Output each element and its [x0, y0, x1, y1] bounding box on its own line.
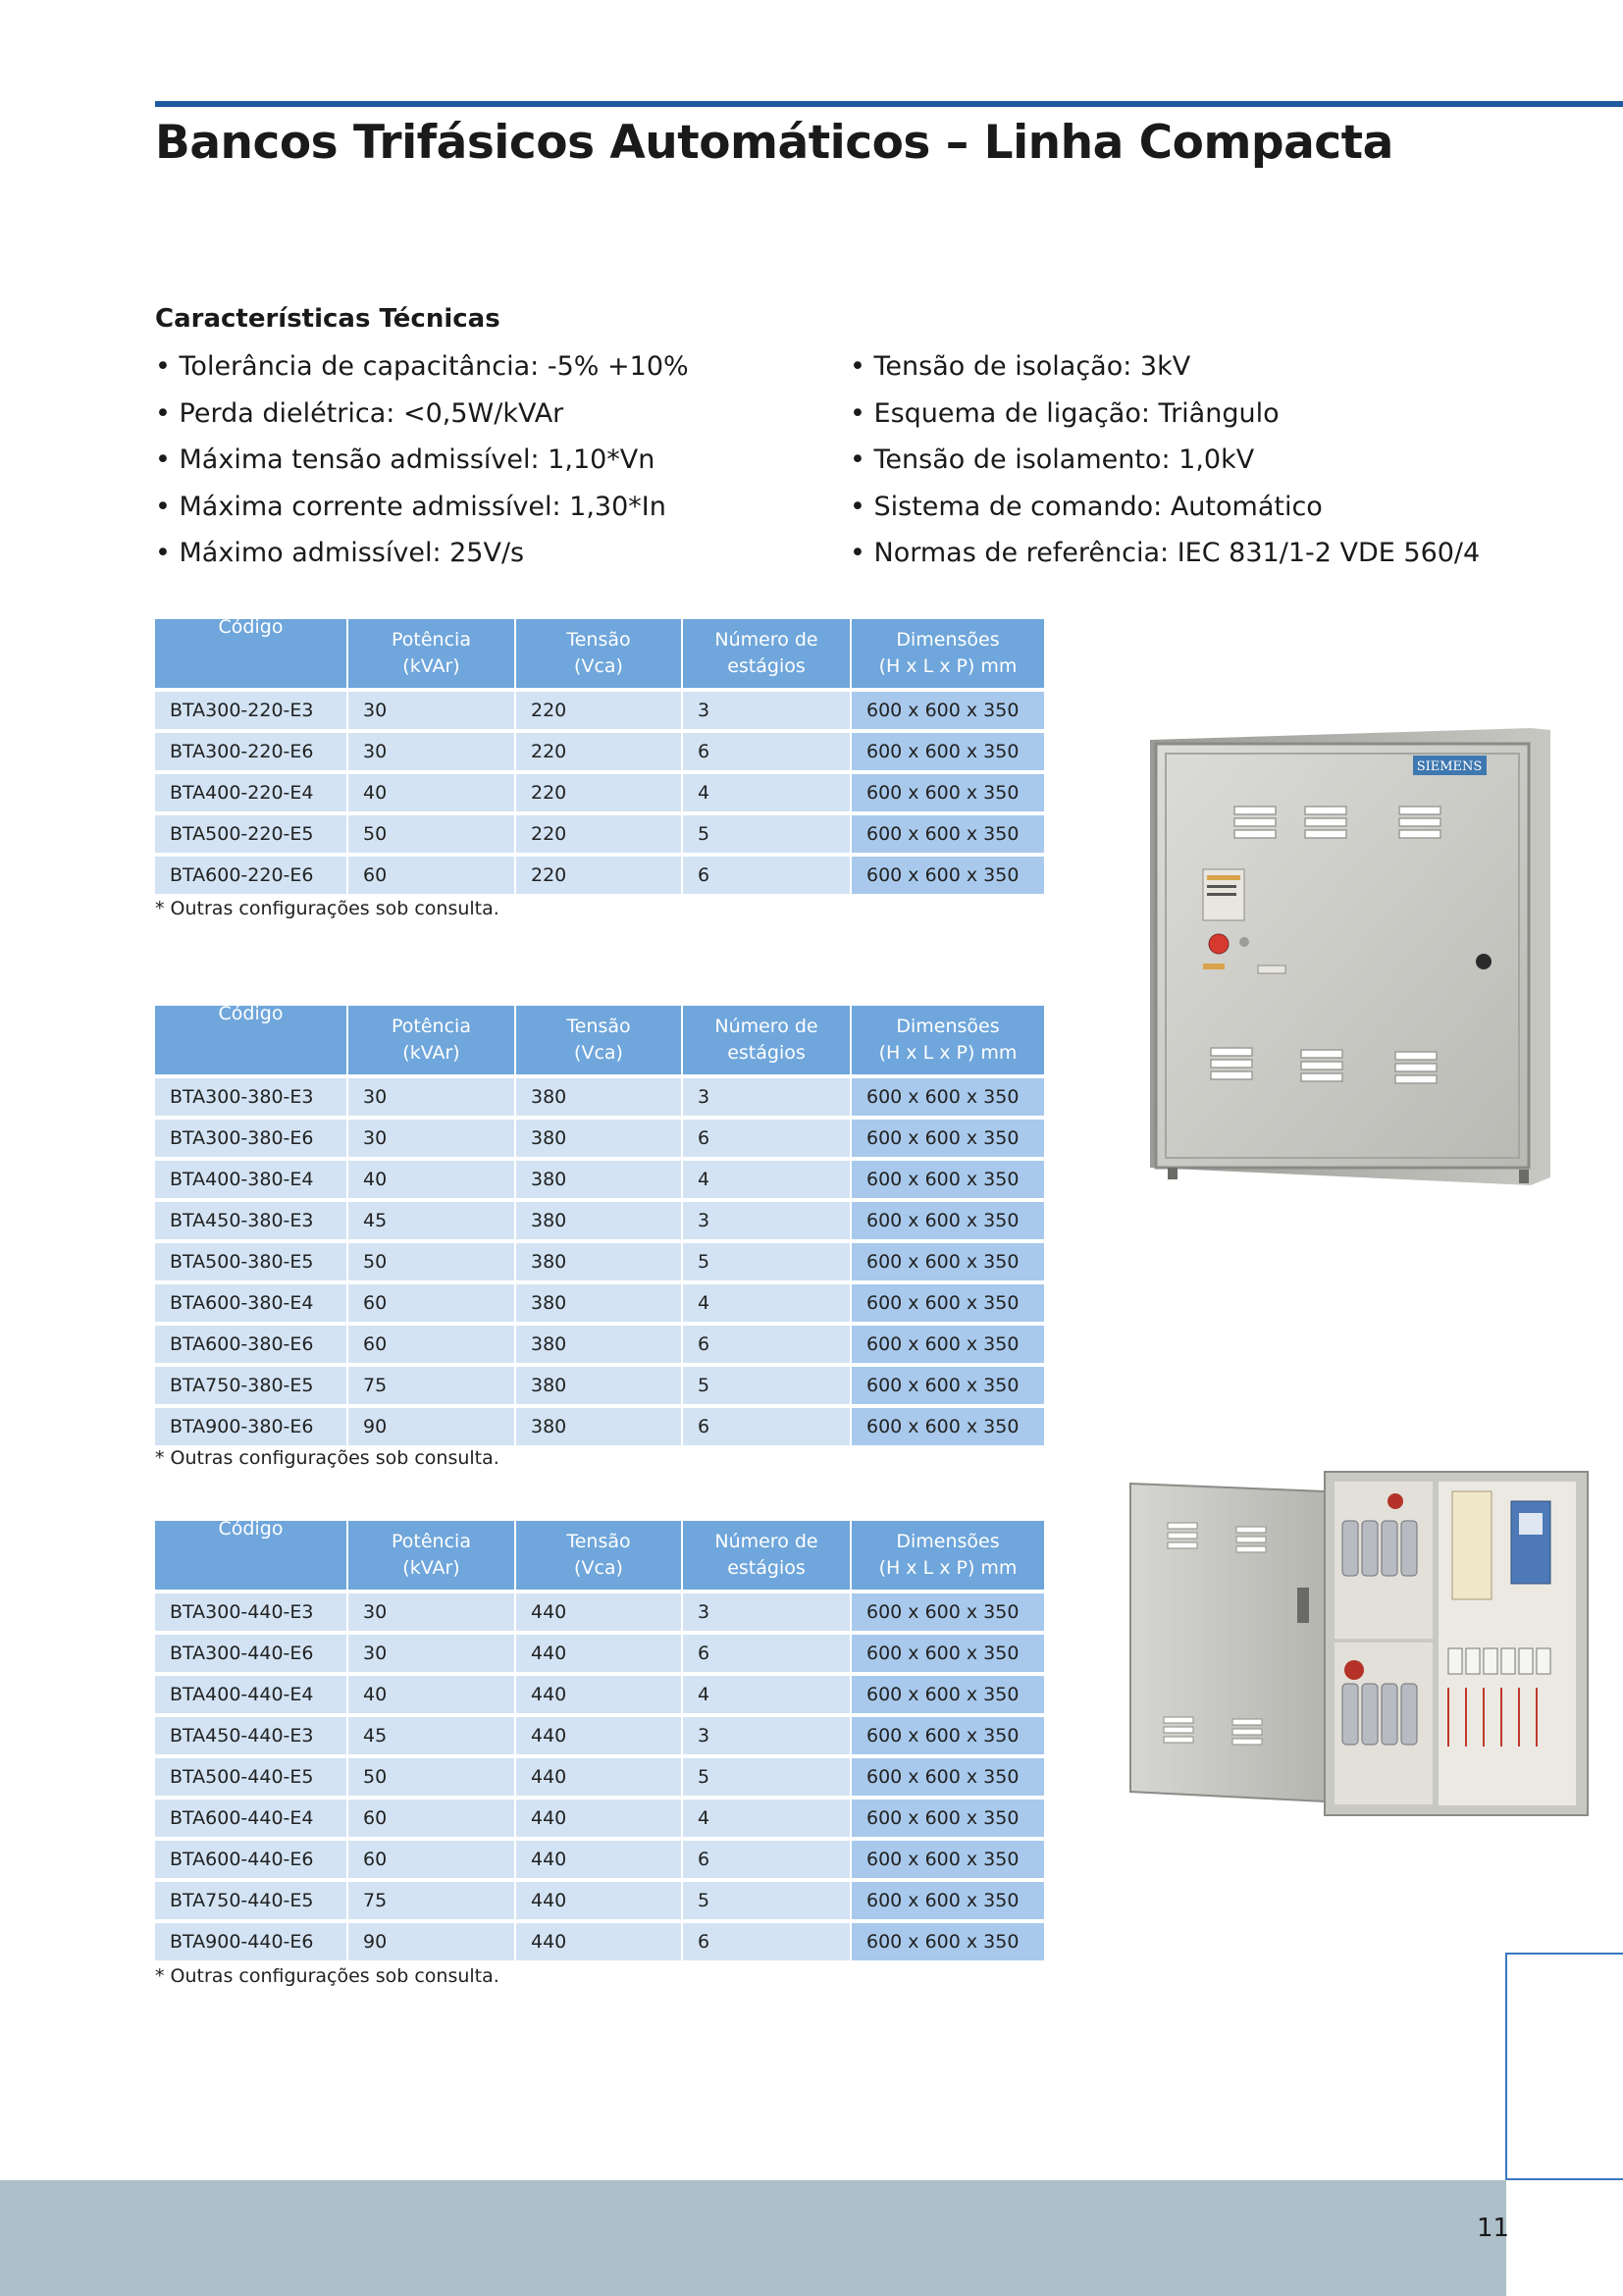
column-header: [515, 1006, 682, 1076]
table-cell: 600 x 600 x 350: [851, 1756, 1044, 1798]
table-row: [155, 690, 1044, 731]
table-cell: BTA900-440-E6: [155, 1921, 347, 1960]
spec-item: • Tolerância de capacitância: -5% +10%: [155, 348, 689, 395]
table-cell: BTA600-380-E4: [155, 1282, 347, 1324]
table-cell: 4: [682, 1798, 851, 1839]
table-cell: 3: [682, 1076, 851, 1118]
table-cell: 40: [347, 772, 515, 813]
table-cell: 600 x 600 x 350: [851, 690, 1044, 731]
table-cell: 600 x 600 x 350: [851, 1715, 1044, 1756]
table-cell: 440: [515, 1592, 682, 1633]
table-cell: 600 x 600 x 350: [851, 1921, 1044, 1960]
table-cell: 6: [682, 1633, 851, 1674]
table-cell: 5: [682, 813, 851, 855]
table-cell: 440: [515, 1633, 682, 1674]
table-row: [155, 1241, 1044, 1282]
table-cell: 45: [347, 1715, 515, 1756]
column-header-subline: (kVAr): [402, 655, 460, 677]
table-cell: 5: [682, 1365, 851, 1406]
table-row: [155, 1324, 1044, 1365]
table-cell: 440: [515, 1798, 682, 1839]
table-cell: 600 x 600 x 350: [851, 1365, 1044, 1406]
table-cell: 4: [682, 772, 851, 813]
column-header: [347, 1006, 515, 1076]
table-cell: 45: [347, 1200, 515, 1241]
column-header: [682, 1521, 851, 1592]
table-cell: 600 x 600 x 350: [851, 1406, 1044, 1445]
table-cell: 600 x 600 x 350: [851, 813, 1044, 855]
table-row: [155, 1880, 1044, 1921]
column-header-line: Tensão: [566, 1016, 631, 1037]
table-cell: 5: [682, 1241, 851, 1282]
table-cell: 60: [347, 855, 515, 894]
table-cell: BTA600-440-E4: [155, 1798, 347, 1839]
table-cell: 380: [515, 1076, 682, 1118]
table-header-row: [155, 1521, 1044, 1592]
table-cell: 380: [515, 1241, 682, 1282]
table-cell: 600 x 600 x 350: [851, 1159, 1044, 1200]
table-cell: 600 x 600 x 350: [851, 1880, 1044, 1921]
column-header-subline: (Vca): [574, 1557, 623, 1579]
column-header-line: Tensão: [566, 1531, 631, 1552]
column-header-line: Código: [218, 1518, 284, 1539]
table-cell: 220: [515, 855, 682, 894]
table-cell: 3: [682, 690, 851, 731]
spec-item: • Sistema de comando: Automático: [850, 489, 1480, 536]
spec-item: • Esquema de ligação: Triângulo: [850, 395, 1480, 443]
column-header-line: Número de: [714, 1016, 818, 1037]
column-header-line: Código: [218, 616, 284, 638]
table-cell: 600 x 600 x 350: [851, 1118, 1044, 1159]
table-cell: 60: [347, 1324, 515, 1365]
table-row: [155, 1118, 1044, 1159]
table-cell: 600 x 600 x 350: [851, 1839, 1044, 1880]
table-cell: 440: [515, 1839, 682, 1880]
table-cell: BTA450-440-E3: [155, 1715, 347, 1756]
table-body: [155, 1076, 1044, 1445]
table-cell: 600 x 600 x 350: [851, 1798, 1044, 1839]
table-cell: 600 x 600 x 350: [851, 1200, 1044, 1241]
table-cell: 380: [515, 1200, 682, 1241]
table-cell: 3: [682, 1200, 851, 1241]
table-cell: 50: [347, 1756, 515, 1798]
table-cell: 6: [682, 731, 851, 772]
column-header-subline: (H x L x P) mm: [878, 1557, 1018, 1579]
specs-heading: Características Técnicas: [155, 304, 500, 334]
table-cell: 75: [347, 1880, 515, 1921]
table-row: [155, 1159, 1044, 1200]
page-number: 11: [1477, 2214, 1510, 2243]
column-header-subline: (H x L x P) mm: [878, 1042, 1018, 1064]
column-header-line: Dimensões: [896, 1016, 1000, 1037]
table-cell: 220: [515, 772, 682, 813]
table-header-row: [155, 619, 1044, 690]
table-cell: 440: [515, 1715, 682, 1756]
table-cell: BTA500-440-E5: [155, 1756, 347, 1798]
table-header-row: [155, 1006, 1044, 1076]
table-cell: 30: [347, 731, 515, 772]
spec-item: • Perda dielétrica: <0,5W/kVAr: [155, 395, 689, 443]
table-cell: BTA400-220-E4: [155, 772, 347, 813]
table-cell: 5: [682, 1756, 851, 1798]
table-cell: 220: [515, 731, 682, 772]
table-cell: 6: [682, 1324, 851, 1365]
column-header: [155, 1003, 347, 1076]
table-cell: BTA300-440-E6: [155, 1633, 347, 1674]
table-cell: 30: [347, 1076, 515, 1118]
column-header-subline: (Vca): [574, 655, 623, 677]
table-cell: BTA600-440-E6: [155, 1839, 347, 1880]
table-cell: 40: [347, 1159, 515, 1200]
table-cell: 6: [682, 1839, 851, 1880]
table-cell: BTA600-380-E6: [155, 1324, 347, 1365]
table-cell: 6: [682, 855, 851, 894]
table-cell: 30: [347, 1592, 515, 1633]
table-row: [155, 1674, 1044, 1715]
column-header: [851, 1521, 1044, 1592]
table-cell: BTA300-380-E6: [155, 1118, 347, 1159]
table-cell: 90: [347, 1921, 515, 1960]
table-row: [155, 1592, 1044, 1633]
table-cell: 60: [347, 1839, 515, 1880]
table-cell: 30: [347, 690, 515, 731]
table-220v: [155, 616, 1044, 894]
spec-item: • Máximo admissível: 25V/s: [155, 535, 689, 582]
column-header-subline: estágios: [727, 1042, 806, 1064]
table-cell: BTA750-380-E5: [155, 1365, 347, 1406]
table-cell: BTA300-380-E3: [155, 1076, 347, 1118]
table-cell: 380: [515, 1118, 682, 1159]
table-cell: 600 x 600 x 350: [851, 1674, 1044, 1715]
table-cell: 600 x 600 x 350: [851, 1241, 1044, 1282]
table-row: [155, 813, 1044, 855]
table-cell: 4: [682, 1282, 851, 1324]
table-row: [155, 1839, 1044, 1880]
column-header: [515, 1521, 682, 1592]
column-header: [347, 1521, 515, 1592]
table-cell: 440: [515, 1880, 682, 1921]
spec-item: • Normas de referência: IEC 831/1-2 VDE 560/4: [850, 535, 1480, 582]
table-cell: 380: [515, 1406, 682, 1445]
table-note: * Outras configurações sob consulta.: [155, 1965, 499, 1987]
table-body: [155, 690, 1044, 894]
table-row: [155, 731, 1044, 772]
table-cell: BTA300-440-E3: [155, 1592, 347, 1633]
table-cell: 600 x 600 x 350: [851, 1282, 1044, 1324]
table-cell: 220: [515, 813, 682, 855]
column-header-line: Potência: [392, 629, 471, 651]
column-header-subline: (kVAr): [402, 1042, 460, 1064]
table-cell: 90: [347, 1406, 515, 1445]
table-note: * Outras configurações sob consulta.: [155, 1447, 499, 1469]
spec-item: • Tensão de isolação: 3kV: [850, 348, 1480, 395]
table-cell: 6: [682, 1118, 851, 1159]
table-cell: 380: [515, 1159, 682, 1200]
table-380v: [155, 1003, 1044, 1445]
table-cell: 220: [515, 690, 682, 731]
column-header-subline: estágios: [727, 655, 806, 677]
table-cell: 440: [515, 1921, 682, 1960]
table-440v: [155, 1518, 1044, 1960]
table-cell: 600 x 600 x 350: [851, 731, 1044, 772]
table-cell: 440: [515, 1674, 682, 1715]
table-cell: 50: [347, 1241, 515, 1282]
column-header-line: Potência: [392, 1531, 471, 1552]
table-row: [155, 1365, 1044, 1406]
spec-item: • Máxima corrente admissível: 1,30*In: [155, 489, 689, 536]
table-row: [155, 1406, 1044, 1445]
closed-cabinet-image: [1138, 716, 1560, 1197]
table-cell: 30: [347, 1633, 515, 1674]
table-row: [155, 1715, 1044, 1756]
specs-right-list: [850, 348, 1480, 582]
table-cell: 600 x 600 x 350: [851, 855, 1044, 894]
footer-band: [0, 2180, 1506, 2296]
table-row: [155, 1756, 1044, 1798]
column-header: [851, 1006, 1044, 1076]
table-row: [155, 1921, 1044, 1960]
specs-left-list: [155, 348, 689, 582]
spec-item: • Máxima tensão admissível: 1,10*Vn: [155, 442, 689, 489]
column-header-subline: (Vca): [574, 1042, 623, 1064]
table-cell: 60: [347, 1798, 515, 1839]
column-header-line: Número de: [714, 1531, 818, 1552]
table-cell: 380: [515, 1324, 682, 1365]
column-header: [515, 619, 682, 690]
table-body: [155, 1592, 1044, 1960]
table-row: [155, 1076, 1044, 1118]
column-header-line: Potência: [392, 1016, 471, 1037]
table-cell: 30: [347, 1118, 515, 1159]
table-cell: 4: [682, 1674, 851, 1715]
table-cell: BTA600-220-E6: [155, 855, 347, 894]
table-cell: BTA300-220-E3: [155, 690, 347, 731]
top-rule: [155, 101, 1623, 107]
column-header: [851, 619, 1044, 690]
table-note: * Outras configurações sob consulta.: [155, 898, 499, 919]
table-cell: 600 x 600 x 350: [851, 1324, 1044, 1365]
column-header-subline: estágios: [727, 1557, 806, 1579]
table-row: [155, 1798, 1044, 1839]
table-cell: 600 x 600 x 350: [851, 1633, 1044, 1674]
table-cell: BTA400-440-E4: [155, 1674, 347, 1715]
table-cell: BTA500-380-E5: [155, 1241, 347, 1282]
column-header-line: Código: [218, 1003, 284, 1024]
table-cell: BTA750-440-E5: [155, 1880, 347, 1921]
spec-item: • Tensão de isolamento: 1,0kV: [850, 442, 1480, 489]
table-cell: 4: [682, 1159, 851, 1200]
table-cell: 5: [682, 1880, 851, 1921]
table-cell: BTA500-220-E5: [155, 813, 347, 855]
table-cell: 380: [515, 1282, 682, 1324]
table-cell: 60: [347, 1282, 515, 1324]
table-cell: BTA400-380-E4: [155, 1159, 347, 1200]
column-header-line: Dimensões: [896, 1531, 1000, 1552]
brand-label: SIEMENS: [1416, 759, 1483, 774]
column-header-line: Número de: [714, 629, 818, 651]
table-row: [155, 1200, 1044, 1241]
table-cell: 600 x 600 x 350: [851, 1076, 1044, 1118]
table-row: [155, 772, 1044, 813]
table-cell: 3: [682, 1715, 851, 1756]
table-cell: BTA900-380-E6: [155, 1406, 347, 1445]
table-cell: 600 x 600 x 350: [851, 772, 1044, 813]
column-header-subline: (kVAr): [402, 1557, 460, 1579]
table-row: [155, 1633, 1044, 1674]
column-header: [682, 619, 851, 690]
column-header-line: Tensão: [566, 629, 631, 651]
table-cell: 600 x 600 x 350: [851, 1592, 1044, 1633]
table-cell: BTA450-380-E3: [155, 1200, 347, 1241]
column-header: [682, 1006, 851, 1076]
table-cell: 40: [347, 1674, 515, 1715]
column-header-subline: (H x L x P) mm: [878, 655, 1018, 677]
table-cell: 6: [682, 1406, 851, 1445]
page-title: Bancos Trifásicos Automáticos – Linha Compacta: [155, 116, 1393, 170]
column-header-line: Dimensões: [896, 629, 1000, 651]
table-cell: 3: [682, 1592, 851, 1633]
column-header: [155, 1518, 347, 1592]
table-row: [155, 1282, 1044, 1324]
table-cell: BTA300-220-E6: [155, 731, 347, 772]
open-cabinet-image: [1128, 1462, 1590, 1825]
column-header: [155, 616, 347, 690]
table-cell: 6: [682, 1921, 851, 1960]
table-cell: 50: [347, 813, 515, 855]
table-cell: 75: [347, 1365, 515, 1406]
table-cell: 380: [515, 1365, 682, 1406]
table-row: [155, 855, 1044, 894]
table-cell: 440: [515, 1756, 682, 1798]
column-header: [347, 619, 515, 690]
side-tab-box: [1505, 1953, 1623, 2180]
